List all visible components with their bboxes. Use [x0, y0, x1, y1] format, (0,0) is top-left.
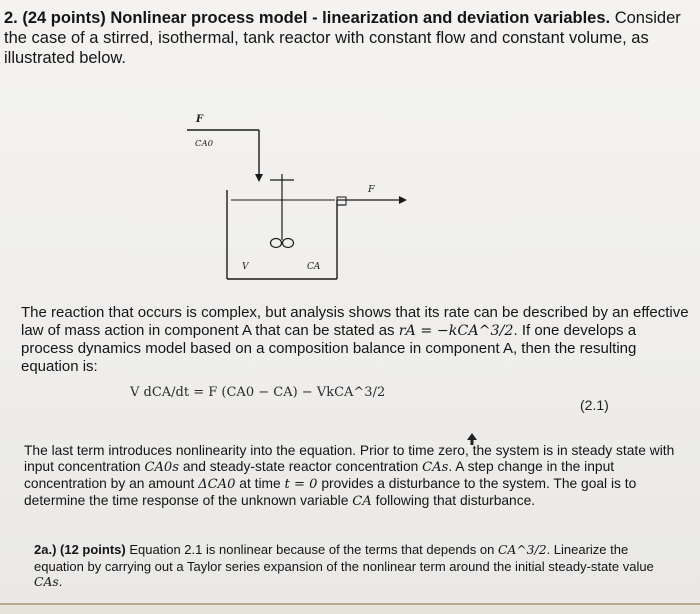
problem-title: Nonlinear process model - linearization and deviation variables. — [110, 9, 611, 27]
impeller-right — [283, 239, 294, 248]
rate-law-expression: rA = −kCA^3/2 — [398, 322, 514, 339]
paragraph-steady-state: The last term introduces nonlinearity into the equation. Prior to time zero, the system is in steady state with input concentration CA0s and steady-state reactor concentration CAs. A step change in the input concentration by an amount ΔCA0 at time t = 0 provides a disturbance to the system. The goal is to determine the time response of the unknown variable CA following that disturbance. — [24, 443, 675, 509]
paragraph-part-2a: 2a.) (12 points) Equation 2.1 is nonlinear because of the terms that depends on CA^3/2. Linearize the equation by carrying out a Taylor series expansion of the nonlinear term around the initial steady-state value CAs. — [34, 542, 654, 589]
volume-label: V — [242, 262, 249, 272]
outlet-flow-label: F — [368, 184, 375, 195]
part-2a-label: 2a.) (12 points) — [34, 542, 126, 557]
equation-2-1: V dCA/dt = F (CA0 − CA) − VkCA^3/2 — [130, 385, 386, 400]
page-bottom-strip — [0, 605, 700, 614]
problem-number: 2. — [4, 9, 18, 27]
inlet-arrow-icon — [255, 174, 263, 182]
problem-points: (24 points) — [22, 9, 106, 27]
impeller-left — [271, 239, 282, 248]
inlet-conc-label: CA0 — [195, 139, 214, 149]
paragraph-rate-law: The reaction that occurs is complex, but analysis shows that its rate can be described by an effective law of mass action in component A that can be stated as rA = −kCA^3/2. If one develops a process dynamics model based on a composition balance in component A, then the resulting equation is: — [21, 304, 689, 375]
outlet-valve — [337, 197, 346, 205]
outlet-arrow-icon — [399, 196, 407, 204]
equation-number: (2.1) — [580, 397, 609, 413]
concentration-label: CA — [307, 262, 321, 272]
reactor-diagram — [175, 104, 425, 284]
problem-header — [4, 8, 694, 68]
problem-intro: Consider the case of a stirred, isothermal, tank reactor with constant flow and constant volume, as illustrated below. — [4, 9, 681, 67]
inlet-flow-label: F — [196, 114, 204, 125]
